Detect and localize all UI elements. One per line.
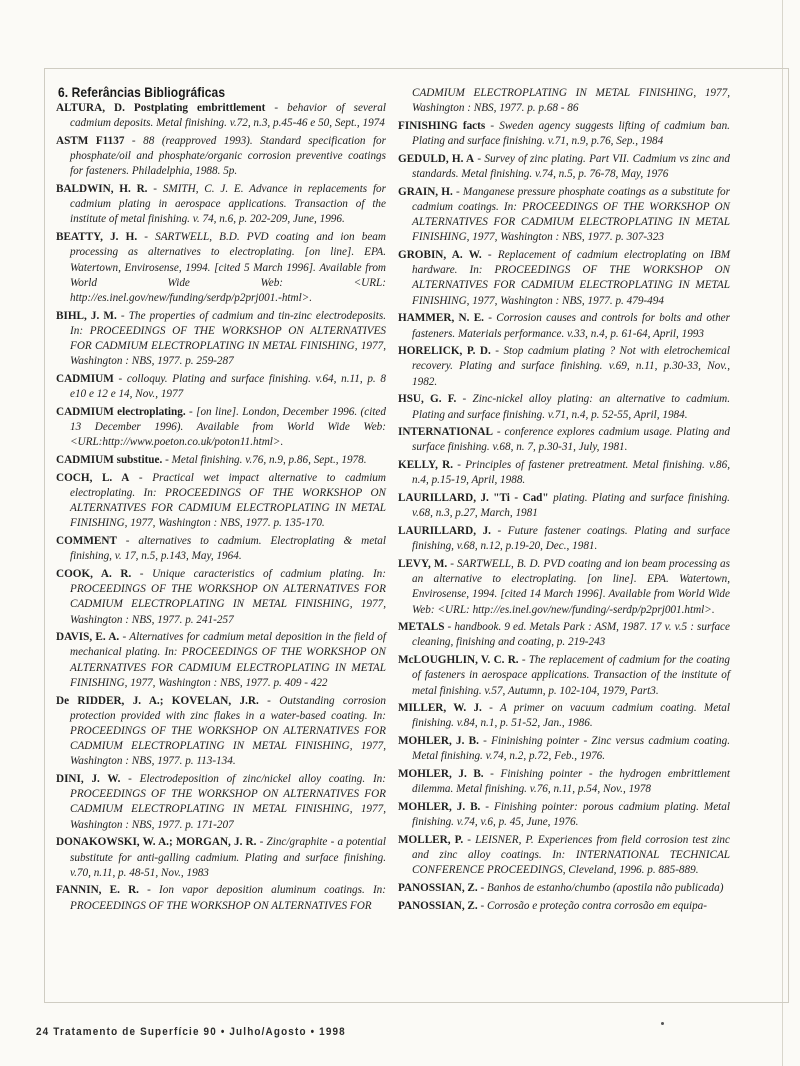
- reference-text: - Survey of zinc plating. Part VII. Cadmium vs zinc and standards. Metal finishing. v.74, n.5, p. 76-78, May, 1976: [412, 152, 730, 181]
- reference-author: GRAIN, H.: [398, 185, 453, 198]
- reference-entry: [398, 881, 730, 896]
- reference-author: MOHLER, J. B.: [398, 735, 479, 748]
- reference-author: LEVY, M.: [398, 557, 448, 570]
- reference-text: - Ion vapor deposition aluminum coatings. In: PROCEEDINGS OF THE WORKSHOP ON ALTERNATIVES FOR: [70, 884, 386, 912]
- reference-entry: [56, 405, 386, 451]
- reference-text: - colloquy. Plating and surface finishing. v.64, n.11, p. 8 e10 e 12 e 14, Nov., 1977: [70, 372, 386, 401]
- reference-text: - conference explores cadmium usage. Plating and surface finishing. v.68, n. 7, p.30-31, July, 1981.: [412, 426, 730, 454]
- reference-entry: [56, 134, 386, 180]
- reference-entry: [398, 392, 730, 422]
- reference-author: BIHL, J. M.: [56, 309, 117, 322]
- reference-entry: [56, 534, 386, 564]
- reference-entry: [398, 185, 730, 246]
- reference-text: - A primer on vacuum cadmium coating. Metal finishing. v.84, n.1, p. 51-52, Jan., 1986.: [412, 702, 730, 730]
- reference-text: - 88 (reapproved 1993). Standard specification for phosphate/oil and phosphate/organic corrosion preventive coatings for fasteners. Philadelphia, 1988. 5p.: [70, 134, 387, 178]
- right-reference-list: [398, 86, 730, 914]
- reference-entry: [56, 182, 386, 228]
- reference-text: CADMIUM ELECTROPLATING IN METAL FINISHING, 1977, Washington : NBS, 1977. p. p.68 - 86: [412, 87, 730, 115]
- reference-text: - Unique caracteristics of cadmium plating. In: PROCEEDINGS OF THE WORKSHOP ON ALTERNATIVES FOR CADMIUM ELECTROPLATING IN METAL FINISHING, 1977, Washington : NBS, 1977. p. 241-257: [70, 567, 386, 626]
- reference-text: - The properties of cadmium and tin-zinc electrodeposits. In: PROCEEDINGS OF THE WORKSHOP ON ALTERNATIVES FOR CADMIUM ELECTROPLATING IN METAL FINISHING, 1977, Washington : NBS, 1977. p. 259-287: [70, 309, 387, 368]
- reference-entry: [398, 344, 730, 390]
- reference-author: BALDWIN, H. R.: [56, 183, 148, 196]
- reference-entry: [398, 458, 730, 488]
- reference-author: COOK, A. R.: [56, 567, 132, 580]
- reference-text: - Outstanding corrosion protection provided with zinc flakes in a water-based coating. In: PROCEEDINGS OF THE WORKSHOP ON ALTERNATIVES FOR CADMIUM ELECTROPLATING IN METAL FINISHING, 1977, Washington : NBS, 1977. p. 113-134.: [70, 694, 386, 768]
- reference-entry: [398, 833, 730, 879]
- reference-entry: [398, 524, 730, 554]
- reference-text: - Alternatives for cadmium metal deposition in the field of mechanical plating. In: PROCEEDINGS OF THE WORKSHOP ON ALTERNATIVES FOR CADMIUM ELECTROPLATING IN METAL FINISHING, 1977, Washington : NBS, 1977. p. 409 - 422: [70, 631, 387, 689]
- reference-text: - LEISNER, P. Experiences from field corrosion test zinc and zinc alloy coatings. In: INTERNATIONAL TECHNICAL CONFERENCE PROCEEDINGS, Cleveland, 1996. p. 885-889.: [412, 833, 730, 877]
- reference-entry: [56, 372, 386, 402]
- reference-entry: [398, 491, 730, 521]
- reference-entry: [56, 309, 386, 370]
- reference-author: GROBIN, A. W.: [398, 249, 482, 262]
- reference-entry: [56, 471, 386, 532]
- reference-entry: [398, 701, 730, 731]
- reference-entry: [398, 152, 730, 182]
- section-title: 6. Referâncias Bibliográficas: [58, 84, 226, 100]
- reference-author: ASTM F1137: [56, 134, 125, 147]
- reference-text: - handbook. 9 ed. Metals Park : ASM, 1987. 17 v. v.5 : surface cleaning, finishing and coating, p. 219-243: [412, 621, 730, 649]
- reference-entry: [56, 567, 386, 628]
- reference-text: - behavior of several cadmium deposits. Metal finishing. v.72, n.3, p.45-46 e 50, Sept., 1974: [70, 102, 386, 130]
- reference-author: ALTURA, D. Postplating embrittlement: [56, 102, 266, 114]
- reference-text: - Practical wet impact alternative to cadmium electroplating. In: PROCEEDINGS OF THE WORKSHOP ON ALTERNATIVES FOR CADMIUM ELECTROPLATING IN METAL FINISHING, 1977, Washington : NBS, 1977. p. 135-170.: [70, 471, 386, 530]
- reference-entry: [56, 101, 386, 131]
- reference-text: - Banhos de estanho/chumbo (apostila não publicada): [477, 881, 724, 894]
- reference-author: METALS: [398, 621, 445, 634]
- reference-entry: [56, 883, 386, 913]
- reference-entry: [398, 425, 730, 455]
- reference-text: plating. Plating and surface finishing. v.68, n.3, p.27, March, 1981: [412, 492, 730, 520]
- reference-text: - SARTWELL, B.D. PVD coating and ion beam processing as alternatives to electroplating. [on line]. EPA. Watertown, Envirosense, 1994. [cited 5 March 1996]. Available from World Wide Web: <URL: http://es.inel.gov/new/funding/serdp/p2prj001.-html>.: [70, 231, 386, 304]
- reference-author: INTERNATIONAL: [398, 426, 493, 439]
- reference-text: - Principles of fastener pretreatment. Metal finishing. v.86, n.4, p.15-19, April, 1988.: [412, 459, 730, 487]
- reference-author: De RIDDER, J. A.; KOVELAN, J.R.: [56, 694, 259, 707]
- reference-author: MOLLER, P.: [398, 833, 464, 846]
- reference-author: DAVIS, E. A.: [56, 631, 120, 644]
- reference-text: - Corrosion causes and controls for bolts and other fasteners. Materials performance. v.33, n.4, p. 61-64, April, 1993: [412, 312, 731, 340]
- reference-author: LAURILLARD, J. "Ti - Cad": [398, 492, 549, 505]
- reference-text: - Future fastener coatings. Plating and surface finishing, v.68, n.12, p.19-20, Dec., 1981.: [412, 524, 731, 553]
- reference-author: PANOSSIAN, Z.: [398, 881, 478, 894]
- reference-text: - Zinc/graphite - a potential substitute for anti-galling cadmium. Plating and surface finishing. v.70, n.11, p. 48-51, Nov., 1983: [70, 836, 386, 879]
- reference-text: - Stop cadmium plating ? Not with eletrochemical recovery. Plating and surface finishing. v.69, n.11, p.30-33, Nov., 1982.: [412, 345, 730, 388]
- reference-entry: [398, 620, 730, 650]
- reference-entry: [398, 653, 730, 699]
- reference-text: - alternatives to cadmium. Electroplating & metal finishing, v. 17, n.5, p.143, May, 1964.: [70, 534, 386, 563]
- reference-author: CADMIUM electroplating.: [56, 405, 186, 418]
- reference-author: PANOSSIAN, Z.: [398, 899, 478, 912]
- left-column: [56, 84, 386, 916]
- left-reference-list: [56, 101, 386, 914]
- reference-text: - SMITH, C. J. E. Advance in replacements for cadmium plating in aerospace applications. Transaction of the institute of metal finishing. v. 74, n.6, p. 202-209, June, 1996.: [70, 183, 387, 226]
- reference-text: - SARTWELL, B. D. PVD coating and ion beam processing as an alternative to electroplating. [on line]. EPA. Watertown, Envirosense, 1994. [cited 14 March 1996]. Available from World Wide Web: <URL: http://es.inel.gov/new/funding/-serdp/p2prj001.html>.: [412, 557, 730, 616]
- reference-text: - Manganese pressure phosphate coatings as a substitute for cadmium coatings. In: PROCEEDINGS OF THE WORKSHOP ON ALTERNATIVES FOR CADMIUM ELECTROPLATING IN METAL FINISHING, 1977, Washington : NBS, 1977. p. 307-323: [412, 185, 730, 244]
- page-footer: 24 Tratamento de Superfície 90 • Julho/Agosto • 1998: [36, 1026, 346, 1038]
- reference-text: - Finishing pointer - the hydrogen embrittlement dilemma. Metal finishing. v.76, n.11, p.54, Nov., 1978: [412, 768, 730, 796]
- reference-text: - Sweden agency suggests lifting of cadmium ban. Plating and surface finishing. v.71, n.9, p.76, Sep., 1984: [412, 119, 730, 148]
- reference-author: GEDULD, H. A: [398, 152, 475, 165]
- reference-author: KELLY, R.: [398, 459, 454, 472]
- reference-text: - Metal finishing. v.76, n.9, p.86, Sept., 1978.: [162, 453, 367, 466]
- reference-author: CADMIUM: [56, 372, 114, 385]
- reference-author: HSU, G. F.: [398, 393, 457, 406]
- reference-author: MILLER, W. J.: [398, 702, 482, 715]
- reference-text: - Zinc-nickel alloy plating: an alternative to cadmium. Plating and surface finishing. v.71, n.4, p. 52-55, April, 1984.: [412, 393, 730, 421]
- right-column: [398, 86, 730, 916]
- reference-text: - Finishing pointer: porous cadmium plating. Metal finishing. v.74, v.6, p. 45, June, 1976.: [412, 800, 730, 829]
- reference-author: COMMENT: [56, 534, 117, 547]
- reference-entry: [56, 453, 386, 468]
- reference-text: - [on line]. London, December 1996. (cited 13 December 1996). Available from World Wide Web: <URL:http://www.poeton.co.uk/poton11.html>.: [70, 405, 386, 449]
- reference-entry: [56, 694, 386, 770]
- print-speck: [661, 1022, 664, 1025]
- reference-text: - Electrodeposition of zinc/nickel alloy coating. In: PROCEEDINGS OF THE WORKSHOP ON ALTERNATIVES FOR CADMIUM ELECTROPLATING IN METAL FINISHING, 1977, Washington : NBS, 1977. p. 171-207: [70, 773, 386, 831]
- reference-entry: [56, 835, 386, 881]
- reference-entry: [398, 311, 730, 341]
- reference-author: CADMIUM substitue.: [56, 453, 163, 466]
- reference-entry: [398, 734, 730, 764]
- reference-entry: [398, 248, 730, 309]
- reference-author: DINI, J. W.: [56, 773, 121, 786]
- reference-author: FANNIN, E. R.: [56, 884, 139, 897]
- reference-text: - The replacement of cadmium for the coating of fasteners in aerospace applications. Transaction of the institute of metal finishing. v.57, Autumn, p. 102-104, 1979, Part3.: [412, 654, 730, 697]
- reference-text: - Fininishing pointer - Zinc versus cadmium coating. Metal finishing. v.74, n.2, p.72, Feb., 1976.: [412, 735, 730, 763]
- reference-text: - Corrosão e proteção contra corrosão em equipa-: [477, 899, 707, 912]
- reference-entry: [398, 899, 730, 914]
- reference-entry: [56, 630, 386, 691]
- reference-author: DONAKOWSKI, W. A.; MORGAN, J. R.: [56, 836, 257, 849]
- reference-author: BEATTY, J. H.: [56, 231, 138, 244]
- reference-entry: [398, 800, 730, 830]
- reference-entry: [398, 557, 730, 618]
- reference-text: - Replacement of cadmium electroplating on IBM hardware. In: PROCEEDINGS OF THE WORKSHOP ON ALTERNATIVES FOR CADMIUM ELECTROPLATING IN METAL FINISHING, 1977, Washington : NBS, 1977. p. 479-494: [412, 249, 731, 307]
- reference-author: COCH, L. A: [56, 471, 130, 484]
- reference-author: HORELICK, P. D.: [398, 345, 491, 358]
- reference-author: LAURILLARD, J.: [398, 524, 491, 537]
- reference-author: McLOUGHLIN, V. C. R.: [398, 654, 519, 667]
- reference-author: MOHLER, J. B.: [398, 800, 481, 813]
- reference-author: FINISHING facts: [398, 119, 486, 132]
- reference-entry: [398, 86, 730, 116]
- reference-entry: [56, 772, 386, 833]
- reference-entry: [398, 119, 730, 149]
- reference-author: MOHLER, J. B.: [398, 768, 484, 781]
- reference-entry: [398, 767, 730, 797]
- reference-entry: [56, 230, 386, 306]
- reference-author: HAMMER, N. E.: [398, 312, 484, 325]
